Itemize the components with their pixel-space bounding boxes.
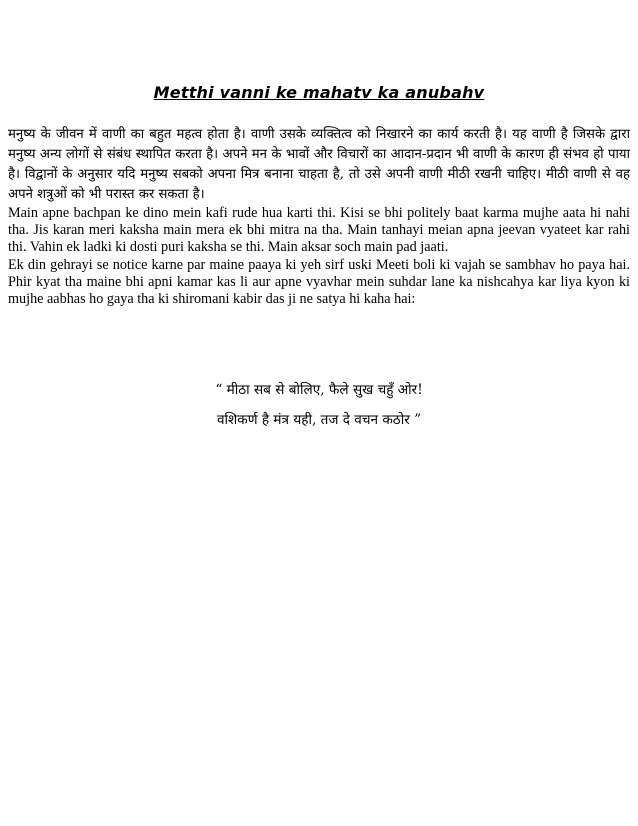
- paragraph-realization: Ek din gehrayi se notice karne par maine paaya ki yeh sirf uski Meeti boli ki vajah se sambhav ho paya hai. Phir kyat tha maine bhi apni kamar kas li aur apne vyavhar mein suhdar lane ka nishcahya kar liya kyon ki mujhe aabhas ho gaya tha ki shiromani kabir das ji ne satya hi kaha hai:: [8, 256, 630, 308]
- paragraph-childhood: Main apne bachpan ke dino mein kafi rude hua karti thi. Kisi se bhi politely baat karma mujhe aata hi nahi tha. Jis karan meri kaksha main mera ek bhi mitra na tha. Main tanhayi meian apna jeevan vyateet kar rahi thi. Vahin ek ladki ki dosti puri kaksha se thi. Main aksar soch main pad jaati.: [8, 205, 630, 256]
- doha-line-1: “ मीठा सब से बोलिए, फैले सुख चहुँ ओर!: [215, 382, 423, 398]
- document-title: Metthi vanni ke mahatv ka anubahv: [153, 83, 485, 102]
- doha-line-2: वशिकर्ण है मंत्र यही, तज दे वचन कठोर ”: [216, 412, 422, 428]
- document-body: [8, 125, 630, 308]
- hindi-paragraph: मनुष्य के जीवन में वाणी का बहुत महत्व होता है। वाणी उसके व्यक्तित्व को निखारने का कार्य करती है। यह वाणी है जिसके द्वारा मनुष्य अन्य लोगों से संबंध स्थापित करता है। अपने मन के भावों और विचारों का आदान-प्रदान भी वाणी के कारण ही संभव हो पाया है। विद्वानों के अनुसार यदि मनुष्य सबको अपना मित्र बनाना चाहता है, तो उसे अपनी वाणी मीठी रखनी चाहिए। मीठी वाणी से वह अपने शत्रुओं को भी परास्त कर सकता है।: [8, 127, 630, 202]
- document-page: [8, 0, 630, 826]
